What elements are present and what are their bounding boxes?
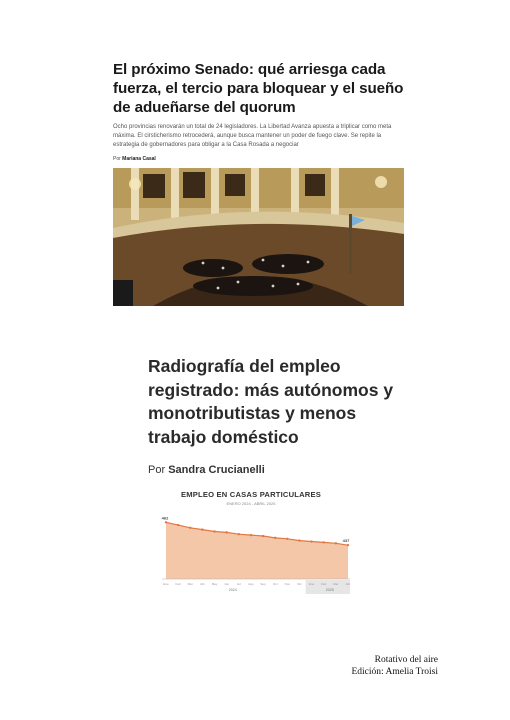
article-empleo-title[interactable]: Radiografía del empleo registrado: más autónomos y monotributistas y menos trabajo doméstico bbox=[148, 356, 394, 447]
series-area bbox=[166, 522, 348, 579]
x-tick-label: Ene bbox=[163, 582, 169, 586]
x-tick-label: Abr bbox=[200, 582, 205, 586]
author-name[interactable]: Sandra Crucianelli bbox=[168, 464, 265, 476]
x-tick-label: Sep bbox=[260, 582, 266, 586]
employment-chart bbox=[148, 487, 354, 617]
x-tick-label: May bbox=[211, 582, 218, 586]
data-point bbox=[177, 524, 179, 526]
x-tick-label: Nov bbox=[284, 582, 291, 586]
chart-title: EMPLEO EN CASAS PARTICULARES bbox=[180, 490, 322, 499]
article-senado bbox=[113, 60, 405, 162]
data-point bbox=[347, 544, 349, 546]
x-tick-label: Abr bbox=[345, 582, 351, 586]
x-tick-label: Feb bbox=[321, 582, 327, 586]
byline-prefix: Por bbox=[148, 464, 166, 476]
x-tick-label: Jun bbox=[224, 582, 230, 586]
x-tick-label: Oct bbox=[272, 582, 278, 586]
data-point bbox=[335, 542, 337, 544]
article-senado-byline bbox=[113, 156, 405, 162]
x-tick-label: Feb bbox=[175, 582, 181, 586]
year-label-2024: 2024 bbox=[228, 588, 237, 592]
data-point bbox=[323, 541, 325, 543]
data-point bbox=[225, 531, 227, 533]
x-tick-label: Dic bbox=[297, 582, 302, 586]
article-empleo bbox=[148, 355, 408, 476]
x-tick-label: Ago bbox=[248, 582, 254, 586]
first-value-label: 462 bbox=[161, 515, 169, 521]
data-point bbox=[213, 530, 215, 532]
data-point bbox=[250, 534, 252, 536]
chart-subtitle: ENERO 2024 - ABRIL 2025 bbox=[226, 501, 276, 506]
x-tick-label: Ene bbox=[308, 582, 315, 586]
data-point bbox=[201, 528, 203, 530]
article-empleo-byline bbox=[148, 464, 408, 476]
data-point bbox=[286, 538, 288, 540]
credits-source: Rotativo del aire bbox=[374, 655, 438, 665]
credits-editor: Edición: Amelia Troisi bbox=[351, 666, 438, 677]
x-tick-label: Mar bbox=[187, 582, 193, 586]
data-point bbox=[189, 527, 191, 529]
credits bbox=[351, 655, 438, 678]
data-point bbox=[274, 537, 276, 539]
last-value-label: 437 bbox=[342, 538, 350, 544]
data-point bbox=[238, 533, 240, 535]
author-name[interactable]: Mariana Casal bbox=[122, 156, 156, 162]
byline-prefix: Por bbox=[113, 156, 121, 162]
article-senado-lead: Ocho provincias renovarán un total de 24 legisladores. La Libertad Avanza apuesta a triplicar como meta máxima. El cirsticherismo retrocederá, aunque busca mantener un poder de fuego clave. Se repite la estrategia de gobernadores para obligar a la Casa Rosada a negociar bbox=[113, 124, 392, 148]
data-point bbox=[262, 535, 264, 537]
data-point bbox=[298, 539, 300, 541]
data-point bbox=[165, 521, 167, 523]
x-tick-label: Jul bbox=[236, 582, 241, 586]
chart-plot bbox=[148, 487, 354, 617]
senate-chamber-photo bbox=[113, 168, 404, 306]
year-label-2025: 2025 bbox=[325, 588, 334, 592]
data-point bbox=[310, 540, 312, 542]
article-senado-title[interactable]: El próximo Senado: qué arriesga cada fuerza, el tercio para bloquear y el sueño de adueñarse del quorum bbox=[113, 61, 404, 116]
x-tick-label: Mar bbox=[333, 582, 339, 586]
